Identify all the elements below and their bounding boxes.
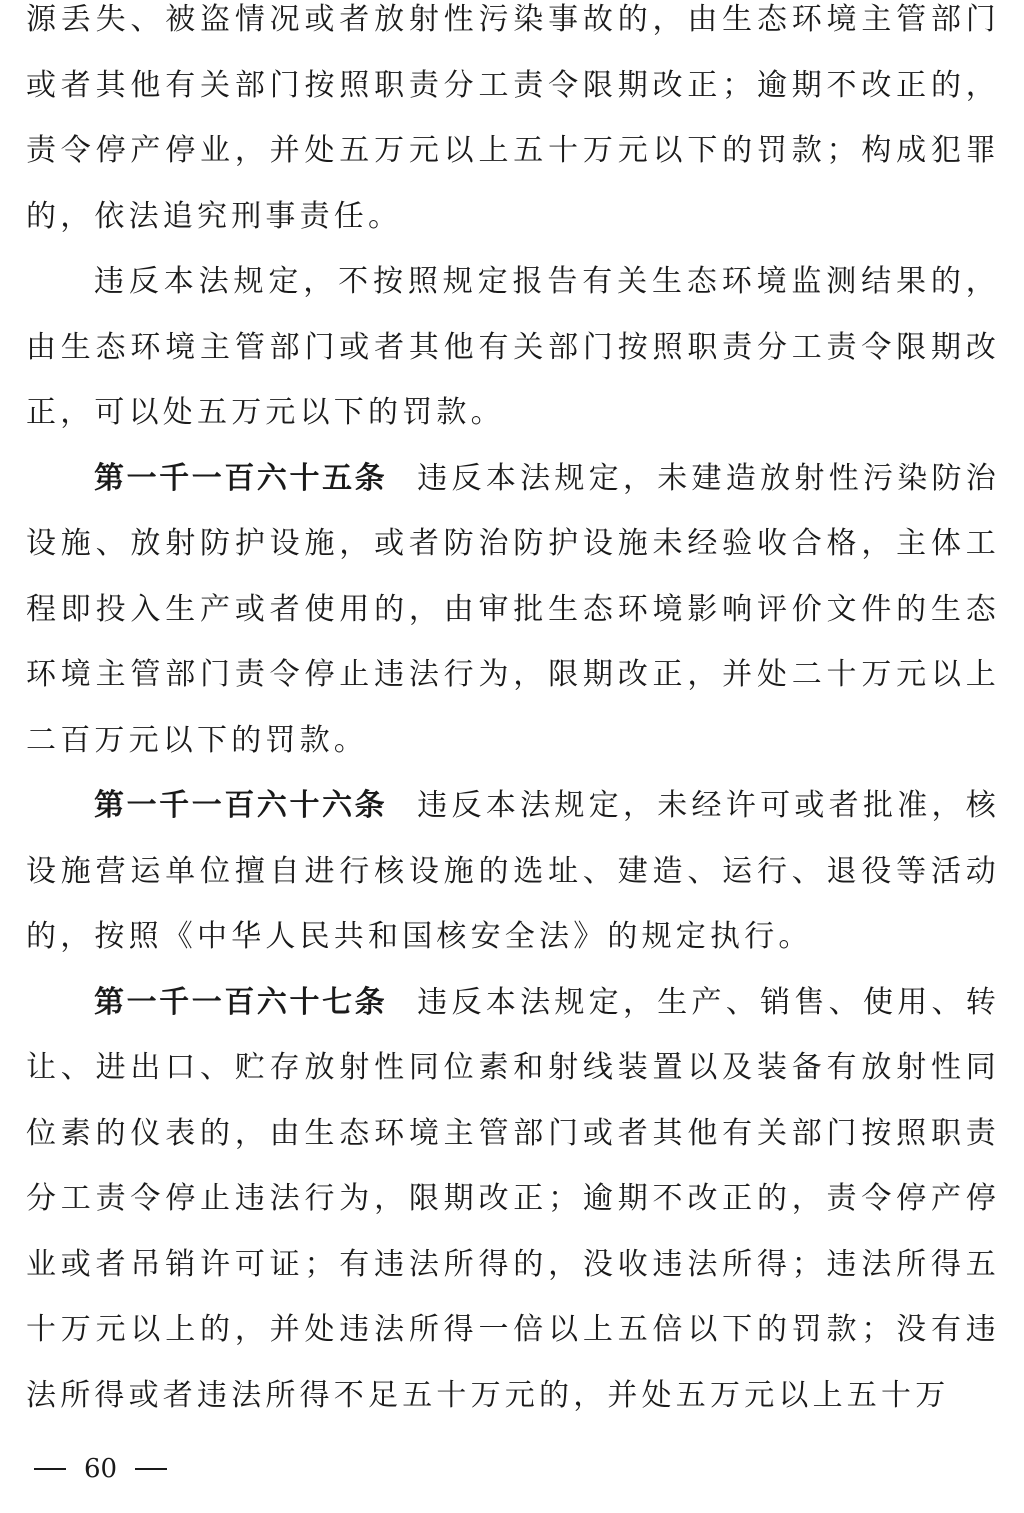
page-number: 60: [84, 1454, 118, 1484]
paragraph-text: 违反本法规定，不按照规定报告有关生态环境监测结果的，由生态环境主管部门或者其他有关部门按照职责分工责令限期改正，可以处五万元以下的罚款。: [26, 264, 1000, 430]
page-footer: [34, 1454, 167, 1484]
footer-dash-right: [135, 1468, 167, 1470]
paragraph-text: 源丢失、被盗情况或者放射性污染事故的，由生态环境主管部门或者其他有关部门按照职责分工责令限期改正；逾期不改正的，责令停产停业，并处五万元以上五十万元以下的罚款；构成犯罪的，依法追究刑事责任。: [26, 2, 1000, 234]
document-page: [26, 0, 1000, 1428]
article-title: 第一千一百六十五条: [94, 460, 388, 496]
article-title: 第一千一百六十六条: [94, 788, 388, 823]
paragraph-monitoring-report: [26, 249, 1000, 446]
article-text: 违反本法规定，生产、销售、使用、转让、进出口、贮存放射性同位素和射线装置以及装备有放射性同位素的仪表的，由生态环境主管部门或者其他有关部门按照职责分工责令停止违法行为，限期改正；逾期不改正的，责令停产停业或者吊销许可证；有违法所得的，没收违法所得；违法所得五十万元以上的，并处违法所得一倍以上五倍以下的罚款；没有违法所得或者违法所得不足五十万元的，并处五万元以上五十万: [26, 984, 1001, 1413]
paragraph-continuation: [26, 0, 1000, 249]
article-title: 第一千一百六十七条: [94, 984, 388, 1020]
article-text: 违反本法规定，未经许可或者批准，核设施营运单位擅自进行核设施的选址、建造、运行、退役等活动的，按照《中华人民共和国核安全法》的规定执行。: [26, 788, 1001, 954]
footer-dash-left: [34, 1468, 66, 1470]
article-1166: [26, 773, 1000, 970]
article-1165: [26, 446, 1000, 774]
article-1167: [26, 970, 1000, 1429]
article-text: 违反本法规定，未建造放射性污染防治设施、放射防护设施，或者防治防护设施未经验收合格，主体工程即投入生产或者使用的，由审批生态环境影响评价文件的生态环境主管部门责令停止违法行为，限期改正，并处二十万元以上二百万元以下的罚款。: [26, 460, 1001, 758]
